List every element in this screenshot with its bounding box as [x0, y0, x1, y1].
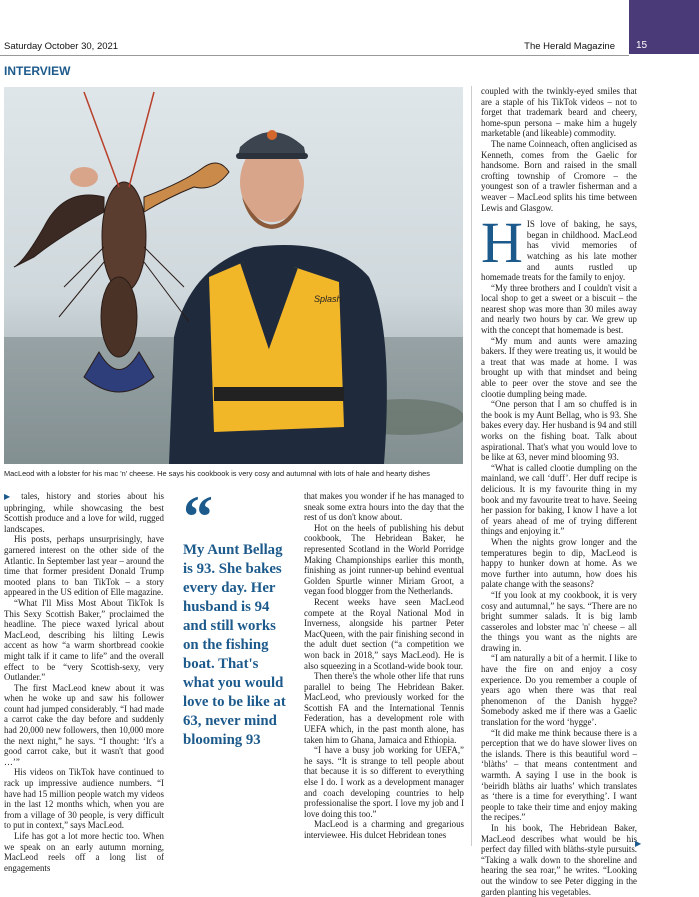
paragraph: The first MacLeod knew about it was when he woke up and saw his follower count had jumped considerably. “I had made a carrot cake the day before and suddenly had 20,000 new followers, then 10,000 more the next night,” he says. “I thought: ‘It's a good carrot cake, but it wasn't that good …’”	[4, 682, 164, 767]
paragraph: “My three brothers and I couldn't visit a local shop to get a sweet or a biscuit – the nearest shop was more than 30 miles away and nearly two hours by car. We grew up with the concept that homemade is best.	[481, 282, 637, 336]
paragraph: “What is called clootie dumpling on the mainland, we call ‘duff’. Her duff recipe is delicious. It is my favourite thing in my book and my favourite treat to have. Seeing her passion for baking, I know I have a lot of years ahead of me of trying different things and enjoying it.”	[481, 462, 637, 537]
paragraph: His posts, perhaps unsurprisingly, have garnered interest on the other side of the Atlantic. In September last year – around the time that former president Donald Trump mooted plans to ban TikTok – a story appeared in the US edition of Elle magazine.	[4, 534, 164, 598]
paragraph: When the nights grow longer and the temperatures begin to dip, MacLeod is happy to hunker down at home. As we move further into autumn, how does his palate change with the seasons?	[481, 536, 637, 590]
paragraph: In his book, The Hebridean Baker, MacLeod describes what would be his perfect day filled with blàths-style pursuits. “Taking a walk down to the shoreline and hearing the sea roar,” he writes. “Looking out the window to see Peter digging in the garden planting his vegetables.	[481, 822, 637, 897]
paragraph: Life has got a lot more hectic too. When we speak on an early autumn morning, MacLeod reels off a long list of engagements	[4, 831, 164, 873]
section-label: INTERVIEW	[4, 64, 71, 78]
paragraph: His videos on TikTok have continued to rack up impressive audience numbers. “I have had 15 million people watch my videos in the last 12 months which, when you are from a village of 30 people, is very difficult to put in context,” says MacLeod.	[4, 767, 164, 831]
paragraph: Recent weeks have seen MacLeod compete at the Royal National Mod in Inverness, alongside his partner Peter MacQueen, with the pair finishing second in the adult duet section (“a competition we won back in 2018,” says MacLeod). He is also squeezing in a Scotland-wide book tour.	[304, 596, 464, 671]
paragraph: “What I'll Miss Most About TikTok Is This Sexy Scottish Baker,” proclaimed the headline. The piece waxed lyrical about MacLeod, describing his lilting Lewis accent as how “a warm shortbread cookie might talk if it came to life” and the overall effect to be “very Scottish-sexy, very Outlander.”	[4, 597, 164, 683]
paragraph: MacLeod is a charming and gregarious interviewee. His dulcet Hebridean tones	[304, 819, 464, 840]
paragraph: Hot on the heels of publishing his debut cookbook, The Hebridean Baker, he represented Scotland in the World Porridge Making Championships earlier this month, finishing as joint runner-up behind eventual Golden Spurtle winner Miriam Groot, a vegan food blogger from the Netherlands.	[304, 522, 464, 597]
photo-caption: MacLeod with a lobster for his mac 'n' cheese. He says his cookbook is very cosy and autumnal with lots of hale and hearty dishes	[4, 469, 430, 478]
paragraph: The name Coinneach, often anglicised as Kenneth, comes from the Gaelic for handsome. Born and raised in the small crofting township of Cromore – the youngest son of a trawler fisherman and a weaver – MacLeod splits his time between Lewis and Glasgow.	[481, 138, 637, 213]
page-number-box	[629, 0, 699, 54]
column-4	[481, 86, 637, 897]
paragraph: “It did make me think because there is a perception that we do have slower lives on the islands. There is this beautiful word – ‘blàths’ – that means contentment and warmth. A saying I use in the book is ‘beiridh blàths air luaths’ which translates as ‘there is a time for everything’. I want people to take their time and enjoy making the recipes.”	[481, 727, 637, 823]
pull-quote	[183, 484, 290, 750]
paragraph: “I am naturally a bit of a hermit. I like to have the fire on and enjoy a cosy experience. Do you remember a couple of years ago when there was that real phenomenon of the Danish hygge? Somebody asked me if there was a Gaelic translation for the word ‘hygge’.	[481, 653, 637, 728]
header-rule	[0, 55, 629, 56]
feature-photo	[4, 87, 463, 464]
publication-name: The Herald Magazine	[524, 41, 615, 52]
paragraph: “One person that I am so chuffed is in the book is my Aunt Bellag, who is 93. She bakes every day. Her husband is 94 and still works on the fishing boat. Talk about aspirational. That's what you would love to be like at 63, never mind blooming 93.	[481, 399, 637, 463]
paragraph: that makes you wonder if he has managed to sneak some extra hours into the day that the rest of us don't know about.	[304, 491, 464, 523]
page-number: 15	[636, 40, 648, 51]
lobster-portrait-illustration	[4, 87, 463, 464]
quote-mark-icon: “	[183, 484, 207, 550]
pull-quote-text: My Aunt Bellag is 93. She bakes every day. Her husband is 94 and still works on the fishing boat. That's what you would love to be like at 63, never mind blooming 93	[183, 542, 286, 748]
paragraph: “If you look at my cookbook, it is very cosy and autumnal,” he says. “There are no bright summer salads. It is big lamb casseroles and lobster mac 'n' cheese – all the things you want as the nights are drawing in.	[481, 589, 637, 653]
paragraph: “My mum and aunts were amazing bakers. If they were treating us, it would be a treat that was made at home. I was brought up with that mindset and being able to peer over the stove and see the clootie dumpling being made.	[481, 335, 637, 399]
column-3	[304, 491, 464, 841]
paragraph: “I have a busy job working for UEFA,” he says. “It is strange to tell people about that because it is so different to everything else I do. I work as a development manager and coach developing countries to help professionalise the sport. I love my job and I love doing this too.”	[304, 745, 464, 819]
column-divider	[471, 86, 472, 846]
issue-date: Saturday October 30, 2021	[4, 41, 119, 52]
paragraph: HIS love of baking, he says, began in childhood. MacLeod has vivid memories of watching as his late mother and aunts rustled up homemade treats for the family to enjoy.	[481, 210, 637, 283]
continue-arrow-icon: ▶	[635, 839, 642, 848]
paragraph: Then there's the whole other life that runs parallel to being The Hebridean Baker. MacLeod, who previously worked for the Scottish FA and the International Tennis Federation, has a development role with UEFA which, in the past month alone, has taken him to Ghana, Jamaica and Ethiopia.	[304, 671, 464, 745]
drop-cap: H	[481, 210, 523, 276]
paragraph: coupled with the twinkly-eyed smiles that are a staple of his TikTok videos – not to forget that trademark beard and cheery, home-spun persona – make him a hugely marketable (and likeable) commodity.	[481, 86, 637, 139]
vest-logo-text: Splash	[314, 294, 342, 304]
paragraph: ▶ tales, history and stories about his upbringing, while showcasing the best Scottish produce and a love for wild, rugged landscapes.	[4, 491, 164, 534]
column-1	[4, 491, 164, 873]
continuation-arrow-icon: ▶	[4, 492, 22, 501]
